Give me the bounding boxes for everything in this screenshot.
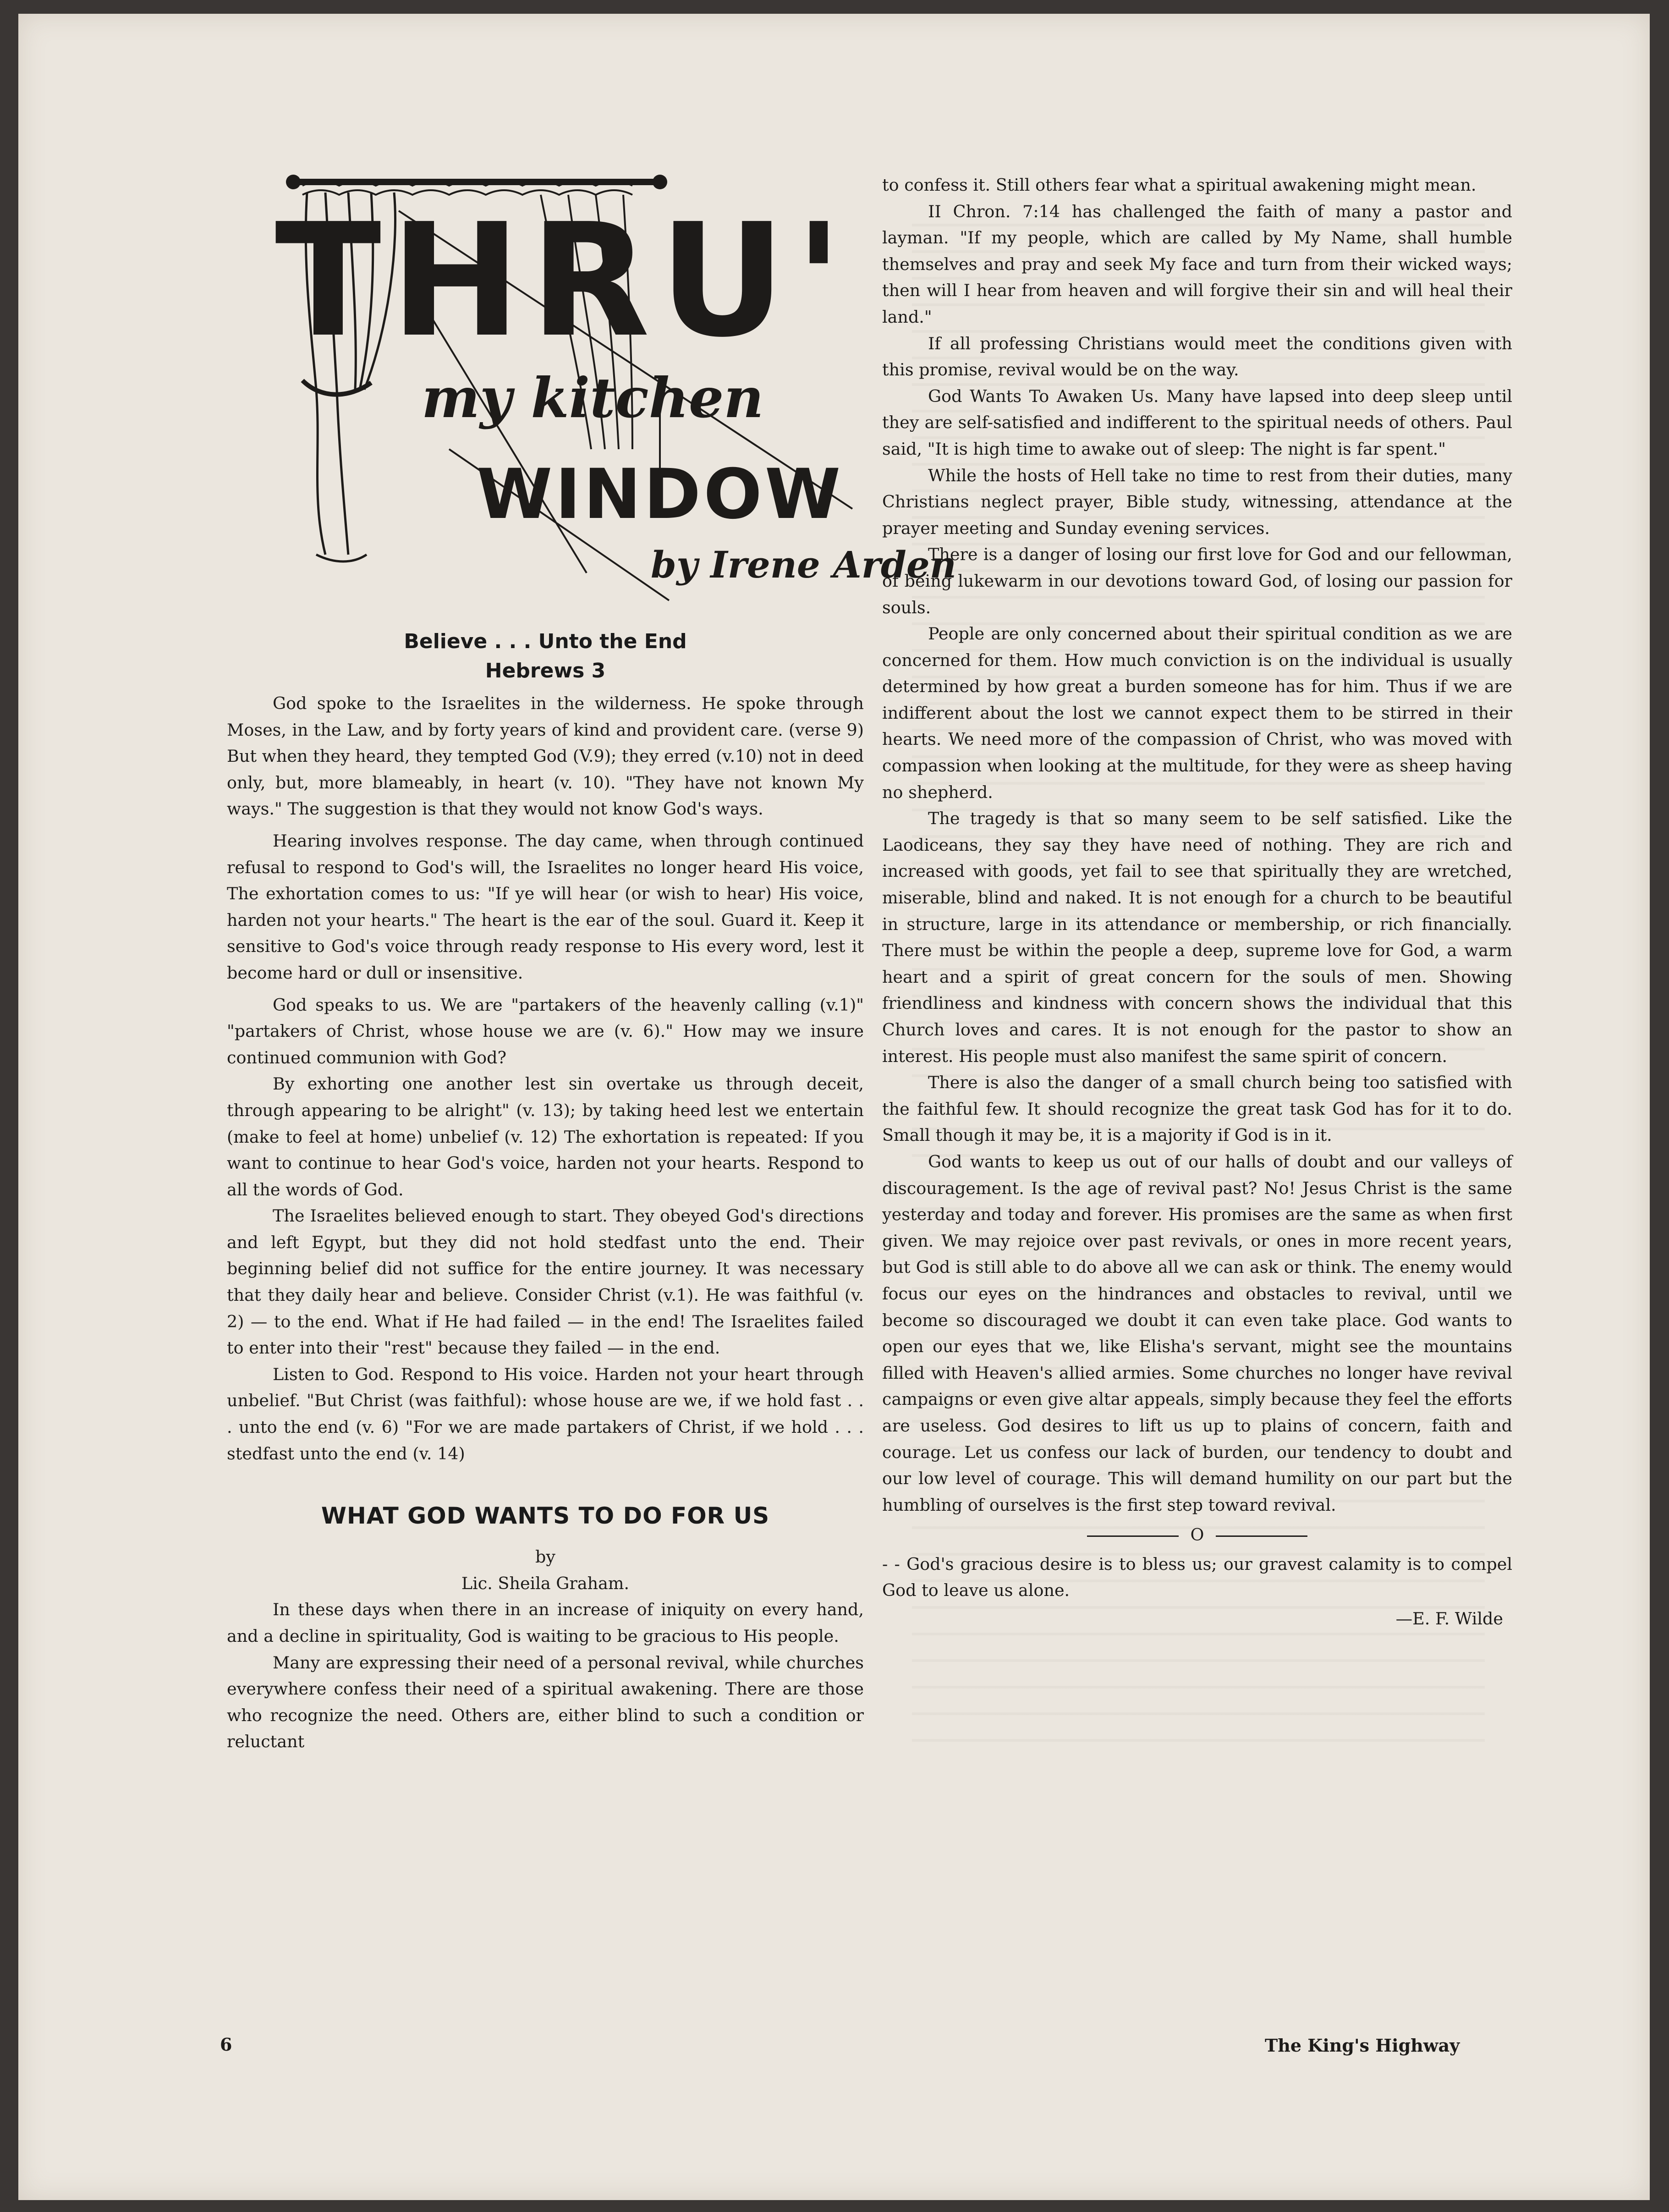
article1-subheading: Hebrews 3 xyxy=(485,659,606,682)
quote-attribution: —E. F. Wilde xyxy=(1395,1609,1503,1629)
window-curtain-illustration xyxy=(257,151,956,633)
closing-quote: - - God's gracious desire is to bless us; our gravest calamity is to compel God to leave us alone. xyxy=(882,1554,1512,1601)
article2-paragraph: Many are expressing their need of a personal revival, while churches everywhere confess their need of a spiritual awakening. There are those who recognize the need. Others are, either blind to such a condition or reluctant xyxy=(227,1652,864,1752)
article1-paragraph: The Israelites believed enough to start. They obeyed God's directions and left Egypt, but they did not hold stedfast unto the end. Their beginning belief did not suffice for the entire journey. It was necessary that they daily hear and believe. Consider Christ (v.1). He was faithful (v. 2) — to the end. What if He had failed — in the end! The Israelites failed to enter into their "rest" because they failed — in the end. xyxy=(227,1206,864,1358)
section-divider xyxy=(882,1522,1512,1548)
byline: by Irene Arden xyxy=(651,543,956,586)
article2-paragraph: The tragedy is that so many seem to be self satisfied. Like the Laodiceans, they say they have need of nothing. They are rich and increased with goods, yet fail to see that spiritually they are wretched, miserable, blind and naked. It is not enough for a church to be beautiful in structure, large in its attendance or membership, or rich financially. There must be within the people a deep, supreme love for God, a warm heart and a spirit of great concern for the souls of men. Showing friendliness and kindness with concern shows the individual that this Church loves and cares. It is not enough for the pastor to show an interest. His people must also manifest the same spirit of concern. xyxy=(882,809,1512,1066)
title-artwork xyxy=(257,151,956,633)
article2-paragraph: II Chron. 7:14 has challenged the faith of many a pastor and layman. "If my people, which are called by My Name, shall humble themselves and pray and seek My face and turn from their wicked ways; then will I hear from heaven and will forgive their sin and will heal their land." xyxy=(882,201,1512,327)
article2-paragraph: If all professing Christians would meet the conditions given with this promise, revival would be on the way. xyxy=(882,333,1512,380)
article2-paragraph: In these days when there in an increase of iniquity on every hand, and a decline in spirituality, God is waiting to be gracious to His people. xyxy=(227,1600,864,1646)
magazine-page xyxy=(18,14,1650,2200)
divider-mark: O xyxy=(1190,1525,1204,1545)
right-column xyxy=(882,172,1512,1632)
article1-paragraph: Listen to God. Respond to His voice. Harden not your heart through unbelief. "But Christ (was faithful): whose house are we, if we hold fast . . . unto the end (v. 6) "For we are made partakers of Christ, if we hold . . . stedfast unto the end (v. 14) xyxy=(227,1364,864,1464)
title-thru: THRU' xyxy=(275,190,852,372)
article2-paragraph: While the hosts of Hell take no time to rest from their duties, many Christians neglect prayer, Bible study, witnessing, attendance at the prayer meeting and Sunday evening services. xyxy=(882,465,1512,538)
article2-paragraph: God Wants To Awaken Us. Many have lapsed into deep sleep until they are self-satisfied and indifferent to the spiritual needs of others. Paul said, "It is high time to awake out of sleep: The night is far spent." xyxy=(882,386,1512,459)
article2-paragraph: People are only concerned about their spiritual condition as we are concerned for them. How much conviction is on the individual is usually determined by how great a burden someone has for him. Thus if we are indifferent about the lost we cannot expect them to be stirred in their hearts. We need more of the compassion of Christ, who was moved with compassion when looking at the multitude, for they were as sheep having no shepherd. xyxy=(882,624,1512,802)
article1-paragraph: God speaks to us. We are "partakers of the heavenly calling (v.1)" "partakers of Christ, whose house we are (v. 6)." How may we insure continued communion with God? xyxy=(227,995,864,1067)
publication-name: The King's Highway xyxy=(1265,2035,1460,2056)
article2-paragraph: There is a danger of losing our first love for God and our fellowman, of being lukewarm in our devotions toward God, of losing our passion for souls. xyxy=(882,545,1512,617)
article2-author: Lic. Sheila Graham. xyxy=(461,1573,630,1593)
article2-paragraph: God wants to keep us out of our halls of doubt and our valleys of discouragement. Is the age of revival past? No! Jesus Christ is the same yesterday and today and forever. His promises are the same as when first given. We may rejoice over past revivals, or ones in more recent years, but God is still able to do above all we can ask or think. The enemy would focus our eyes on the hindrances and obstacles to revival, until we become so discouraged we doubt it can even take place. God wants to open our eyes that we, like Elisha's servant, might see the mountains filled with Heaven's allied armies. Some churches no longer have revival campaigns or even give altar appeals, simply because they feel the efforts are useless. God desires to lift us up to plains of concern, faith and courage. Let us confess our lack of burden, our tendency to doubt and our low level of courage. This will demand humility on our part but the humbling of ourselves is the first step toward revival. xyxy=(882,1151,1512,1515)
article1-paragraph: God spoke to the Israelites in the wilderness. He spoke through Moses, in the Law, and by forty years of kind and provident care. (verse 9) But when they heard, they tempted God (V.9); they erred (v.10) not in deed only, but, more blameably, in heart (v. 10). "They have not known My ways." The suggestion is that they would not know God's ways. xyxy=(227,693,864,819)
article1-heading: Believe . . . Unto the End xyxy=(404,630,687,653)
page-number: 6 xyxy=(220,2034,232,2055)
article1-paragraph: By exhorting one another lest sin overtake us through deceit, through appearing to be alright" (v. 13); by taking heed lest we entertain (make to feel at home) unbelief (v. 12) The exhortation is repeated: If you want to continue to hear God's voice, harden not your hearts. Respond to all the words of God. xyxy=(227,1074,864,1200)
divider-rule-left xyxy=(1087,1535,1179,1537)
article2-by: by xyxy=(535,1547,555,1567)
divider-rule-right xyxy=(1216,1535,1307,1537)
article1-paragraph: Hearing involves response. The day came, when through continued refusal to respond to God's will, the Israelites no longer heard His voice, The exhortation comes to us: "If ye will hear (or wish to hear) His voice, harden not your hearts." The heart is the ear of the soul. Guard it. Keep it sensitive to God's voice through ready response to His every word, lest it become hard or dull or insensitive. xyxy=(227,831,864,983)
article2-paragraph: There is also the danger of a small church being too satisfied with the faithful few. It should recognize the great task God has for it to do. Small though it may be, it is a majority if God is in it. xyxy=(882,1073,1512,1145)
title-my-kitchen: my kitchen xyxy=(422,366,764,430)
title-window: WINDOW xyxy=(477,455,844,534)
left-column xyxy=(227,627,864,1755)
article2-continuation: to confess it. Still others fear what a spiritual awakening might mean. xyxy=(882,175,1477,195)
article2-heading: WHAT GOD WANTS TO DO FOR US xyxy=(321,1502,770,1530)
